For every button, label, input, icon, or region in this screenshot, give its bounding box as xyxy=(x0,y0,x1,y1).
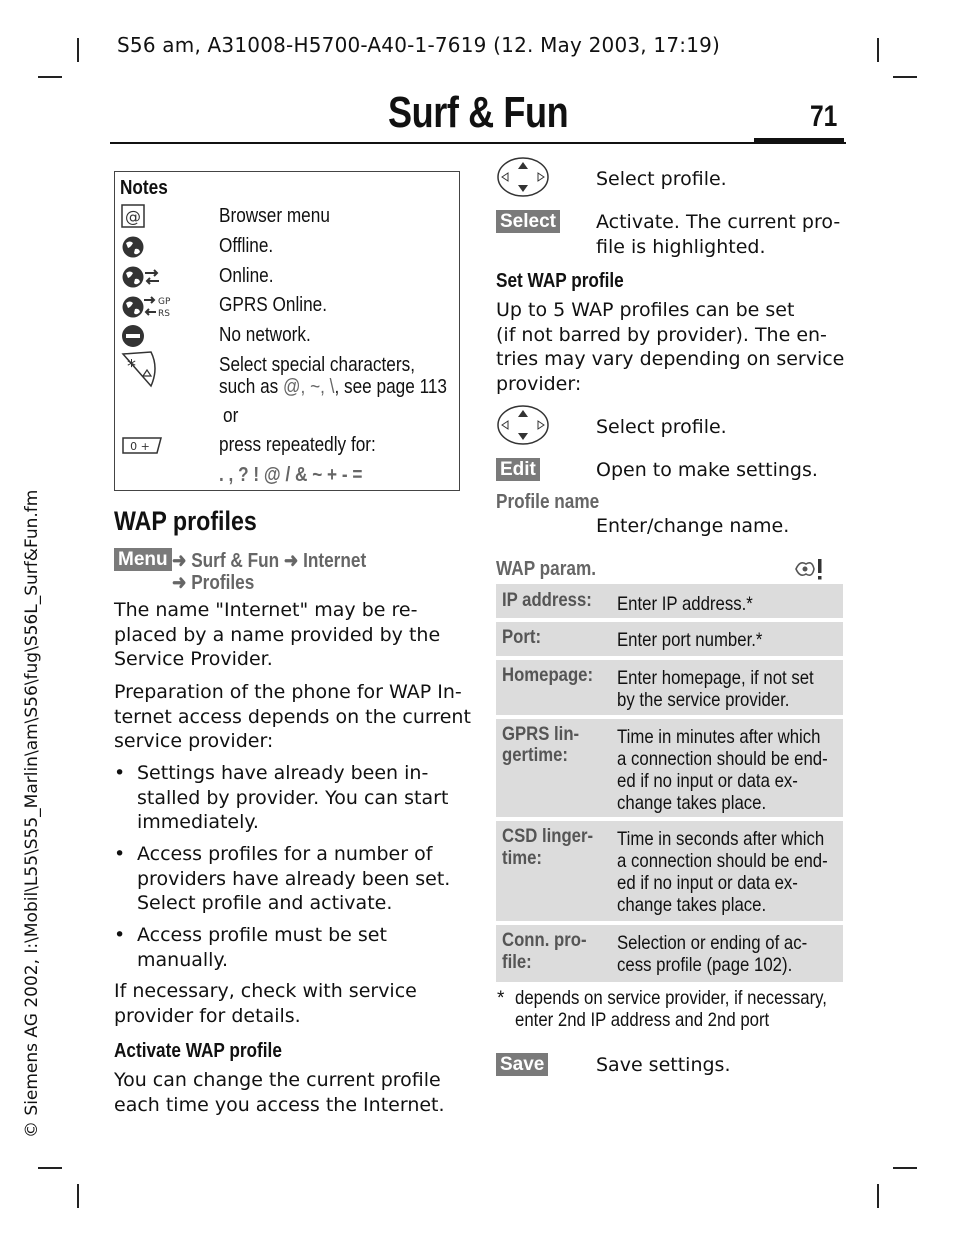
select-profile-text-1: Select profile. xyxy=(596,168,727,190)
star-key-icon xyxy=(121,350,161,394)
table-row: GPRS lin- gertime: Time in minutes after which a connection should be end- ed if no input or data ex- change takes place. xyxy=(496,719,843,817)
globe-gprs-icon xyxy=(121,294,177,326)
table-row: Conn. pro- file: Selection or ending of ac- cess profile (page 102). xyxy=(496,925,843,982)
select-softkey: Select xyxy=(496,210,560,233)
crop-mark xyxy=(893,76,917,78)
menu-path-line1: ➜ Surf & Fun ➜ Internet xyxy=(172,550,367,572)
table-row: Port: Enter port number.* xyxy=(496,622,843,656)
wap-param-icon xyxy=(792,556,826,586)
select-softkey-wrap xyxy=(496,210,560,233)
file-info-line: S56 am, A31008-H5700-A40-1-7619 (12. May 2003, 17:19) xyxy=(117,33,721,57)
note-special-chars-line2: such as @, ~, \, see page 113 xyxy=(219,376,447,398)
at-icon xyxy=(121,204,145,232)
table-row: Homepage: Enter homepage, if not set by the service provider. xyxy=(496,660,843,715)
activate-title: Activate WAP profile xyxy=(114,1040,282,1062)
sidebar-file-path: © Siemens AG 2002, I:\Mobil\L55\S55_Marlin\am\S56\fug\S56L_Surf&Fun.fm xyxy=(22,489,42,1138)
table-row: CSD linger- time: Time in seconds after which a connection should be end- ed if no input or data ex- change takes place. xyxy=(496,821,843,921)
set-wap-profile-text: Up to 5 WAP profiles can be set (if not barred by provider). The en- tries may vary depending on service provider: xyxy=(496,299,845,395)
save-text: Save settings. xyxy=(596,1054,731,1076)
page-number: 71 xyxy=(810,100,838,133)
notes-title: Notes xyxy=(120,177,168,199)
note-characters: . , ? ! @ / & ~ + - = xyxy=(219,464,363,486)
select-profile-text-2: Select profile. xyxy=(596,416,727,438)
crop-mark xyxy=(38,76,62,78)
crop-mark xyxy=(877,38,879,62)
edit-text: Open to make settings. xyxy=(596,459,818,481)
save-softkey-wrap xyxy=(496,1053,548,1076)
svg-text:GP: GP xyxy=(158,297,171,307)
svg-text:0 +: 0 + xyxy=(130,440,150,453)
note-offline: Offline. xyxy=(219,235,274,257)
note-online: Online. xyxy=(219,265,274,287)
notes-box xyxy=(114,171,460,491)
navigation-key-icon xyxy=(496,156,550,202)
note-or: or xyxy=(223,405,239,427)
profile-name-text: Enter/change name. xyxy=(596,515,790,537)
globe-online-icon xyxy=(121,265,161,295)
paragraph-internet-name: The name "Internet" may be re- placed by a name provided by the Service Provider. xyxy=(114,599,441,670)
page-title: Surf & Fun xyxy=(388,88,569,137)
paragraph-check-provider: If necessary, check with service provider for details. xyxy=(114,980,417,1027)
activate-profile-text: Activate. The current pro- file is highlighted. xyxy=(596,211,841,258)
svg-text:@: @ xyxy=(125,207,141,226)
menu-softkey: Menu xyxy=(114,548,172,571)
crop-mark xyxy=(893,1167,917,1169)
svg-text:*: * xyxy=(127,356,136,377)
crop-mark xyxy=(77,38,79,62)
wap-param-label: WAP param. xyxy=(496,558,597,580)
note-gprs-online: GPRS Online. xyxy=(219,294,328,316)
profile-name-label: Profile name xyxy=(496,491,600,513)
section-title-wap-profiles: WAP profiles xyxy=(114,506,257,536)
set-wap-profile-title: Set WAP profile xyxy=(496,270,624,292)
edit-softkey-wrap xyxy=(496,458,540,481)
note-browser-menu: Browser menu xyxy=(219,205,330,227)
note-special-chars: Select special characters, xyxy=(219,354,415,376)
save-softkey: Save xyxy=(496,1053,548,1076)
note-press-repeatedly: press repeatedly for: xyxy=(219,434,376,456)
page-number-bar xyxy=(754,138,844,144)
svg-text:RS: RS xyxy=(158,309,170,319)
footnote-mark: * xyxy=(497,988,505,1009)
table-row: IP address: Enter IP address.* xyxy=(496,584,843,618)
globe-icon xyxy=(121,235,147,265)
zero-key-icon xyxy=(121,435,163,461)
menu-path xyxy=(114,548,172,571)
crop-mark xyxy=(77,1184,79,1208)
crop-mark xyxy=(877,1184,879,1208)
paragraph-preparation: Preparation of the phone for WAP In- ternet access depends on the current service provider: xyxy=(114,681,471,752)
navigation-key-icon xyxy=(496,404,550,450)
header-rule xyxy=(110,142,846,144)
activate-text: You can change the current profile each time you access the Internet. xyxy=(114,1069,445,1116)
note-no-network: No network. xyxy=(219,324,311,346)
menu-path-line2: ➜ Profiles xyxy=(172,572,255,594)
edit-softkey: Edit xyxy=(496,458,540,481)
crop-mark xyxy=(38,1167,62,1169)
footnote-text: depends on service provider, if necessary, enter 2nd IP address and 2nd port xyxy=(515,987,827,1031)
